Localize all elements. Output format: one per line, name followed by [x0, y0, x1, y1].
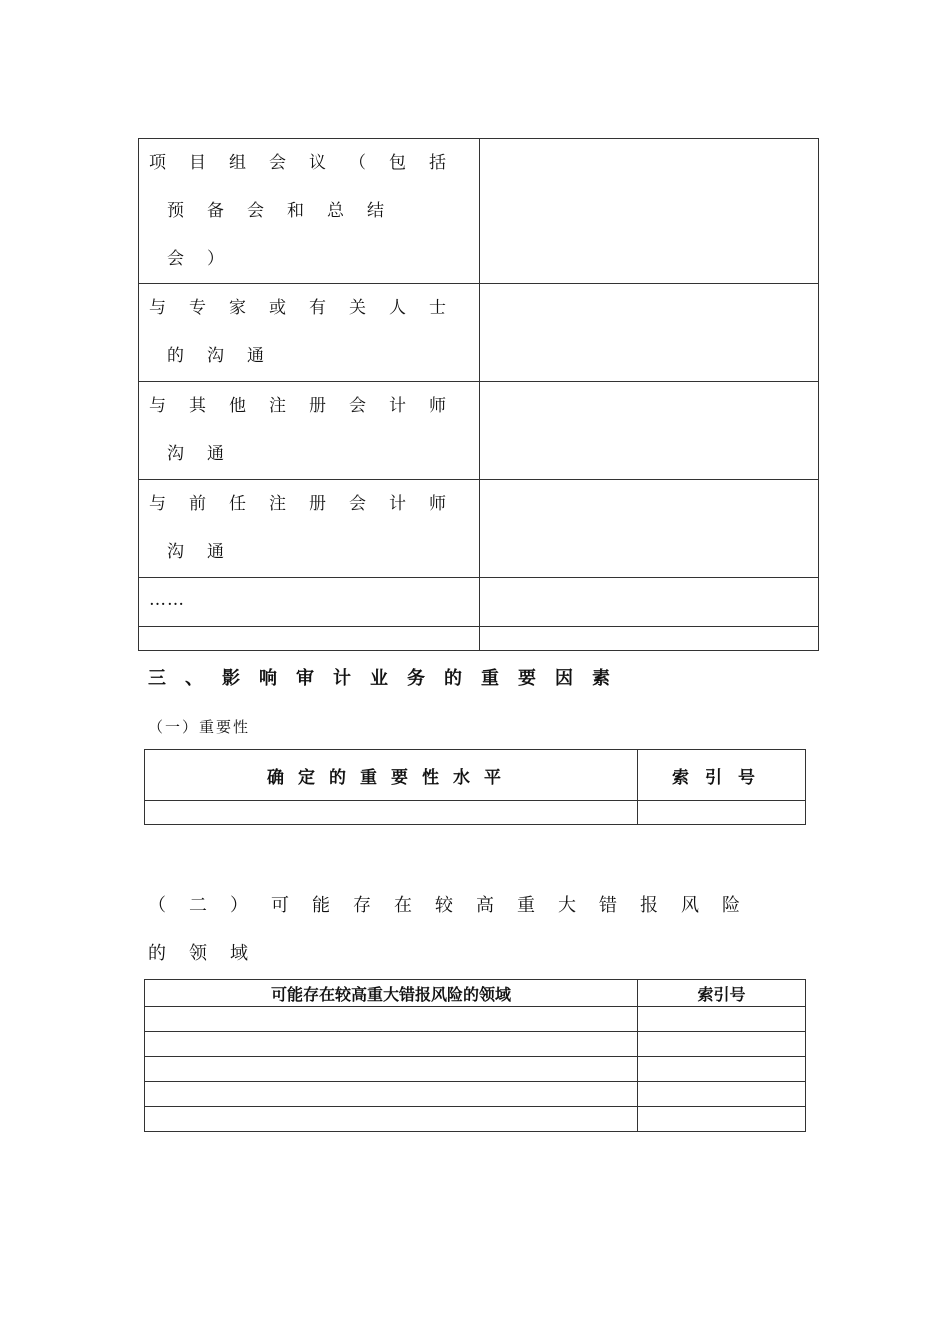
table-cell[interactable]	[638, 1032, 806, 1057]
table-cell[interactable]	[638, 1082, 806, 1107]
table-cell	[139, 480, 480, 578]
table-cell[interactable]	[480, 578, 819, 627]
cell-text: 与前任注册会计师	[149, 494, 469, 514]
table-row	[145, 801, 806, 825]
table-row	[145, 1057, 806, 1082]
table-cell[interactable]	[638, 1107, 806, 1132]
column-header: 索引号	[638, 750, 806, 801]
table-cell[interactable]	[638, 1057, 806, 1082]
table-cell[interactable]	[145, 1007, 638, 1032]
table-cell[interactable]	[638, 801, 806, 825]
table-row	[139, 284, 819, 382]
cell-text: 项目组会议（包括	[149, 153, 469, 173]
table-row	[139, 627, 819, 651]
table-row	[145, 1107, 806, 1132]
table-cell[interactable]	[638, 1007, 806, 1032]
table-cell	[139, 382, 480, 480]
communication-table	[138, 138, 819, 651]
column-header: 确定的重要性水平	[145, 750, 638, 801]
cell-text: 沟通	[167, 444, 247, 464]
table-cell[interactable]	[145, 1082, 638, 1107]
materiality-table	[144, 749, 806, 825]
table-cell	[139, 578, 480, 627]
table-cell[interactable]	[480, 627, 819, 651]
table-row	[139, 382, 819, 480]
table-cell	[139, 139, 480, 284]
table-row	[145, 1082, 806, 1107]
subsection-heading-materiality: （一）重要性	[148, 718, 251, 736]
cell-text: 预备会和总结会）	[167, 201, 407, 269]
table-cell[interactable]	[145, 1057, 638, 1082]
cell-text: 与专家或有关人士	[149, 298, 469, 318]
table-header-row	[145, 750, 806, 801]
cell-text: ……	[149, 590, 185, 610]
table-row	[139, 139, 819, 284]
table-row	[139, 480, 819, 578]
column-header: 索引号	[638, 980, 806, 1007]
subsection-heading-risk-areas: （二）可能存在较高重大错报风险的领域	[148, 895, 763, 964]
risk-areas-table	[144, 979, 806, 1132]
section-heading: 三、影响审计业务的重要因素	[148, 668, 629, 689]
table-cell[interactable]	[480, 382, 819, 480]
table-row	[145, 1007, 806, 1032]
table-cell	[139, 284, 480, 382]
table-cell[interactable]	[480, 480, 819, 578]
cell-text: 的沟通	[167, 346, 287, 366]
table-cell[interactable]	[145, 801, 638, 825]
table-cell[interactable]	[480, 284, 819, 382]
table-header-row	[145, 980, 806, 1007]
table-cell[interactable]	[145, 1107, 638, 1132]
table-row	[139, 578, 819, 627]
table-row	[145, 1032, 806, 1057]
cell-text: 沟通	[167, 542, 247, 562]
table-cell[interactable]	[145, 1032, 638, 1057]
cell-text: 与其他注册会计师	[149, 396, 469, 416]
column-header: 可能存在较高重大错报风险的领域	[145, 980, 638, 1007]
table-cell[interactable]	[139, 627, 480, 651]
table-cell[interactable]	[480, 139, 819, 284]
